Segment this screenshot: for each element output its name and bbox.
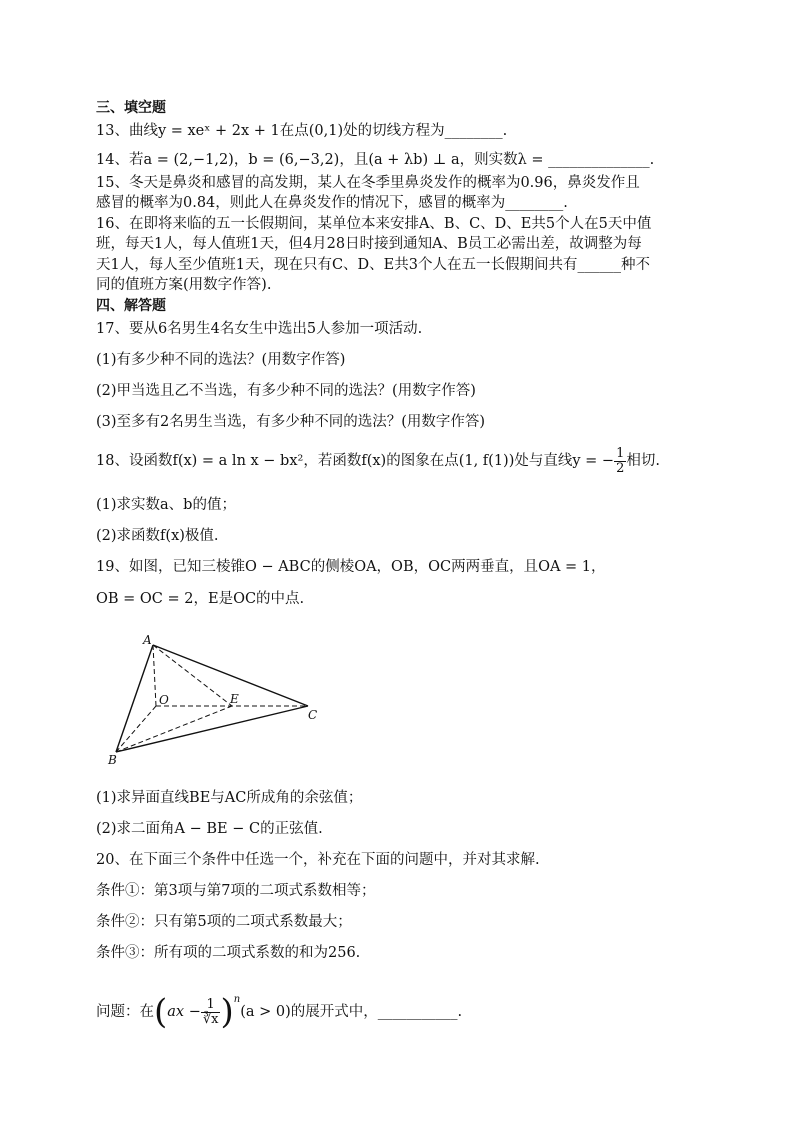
question-18-stem-text: 18、设函数f(x) = a ln x − bx²，若函数f(x)的图象在点(1, f(1))处与直线y = − (96, 453, 615, 469)
label-O: O (159, 693, 169, 707)
section-title-fill: 三、填空题 (96, 100, 166, 116)
question-18-stem-end: 相切. (626, 453, 660, 469)
fraction-numerator: 1 (616, 445, 625, 461)
section-title-answer: 四、解答题 (96, 298, 166, 314)
fraction-denominator: ∛x (202, 1011, 219, 1027)
label-C: C (308, 708, 318, 722)
question-17-part-2: (2)甲当选且乙不当选，有多少种不同的选法？(用数字作答) (96, 383, 476, 399)
question-20-stem: 20、在下面三个条件中任选一个，补充在下面的问题中，并对其求解. (96, 852, 540, 868)
question-15-line-1: 15、冬天是鼻炎和感冒的高发期，某人在冬季里鼻炎发作的概率为0.96，鼻炎发作且 (96, 175, 640, 191)
problem-prefix: 问题：在 (96, 1004, 154, 1020)
question-17-stem: 17、要从6名男生4名女生中选出5人参加一项活动. (96, 321, 423, 337)
question-17-part-1: (1)有多少种不同的选法？(用数字作答) (96, 352, 346, 368)
problem-suffix: (a > 0)的展开式中，___________. (240, 1004, 463, 1020)
question-17-part-3: (3)至多有2名男生当选，有多少种不同的选法？(用数字作答) (96, 414, 486, 430)
question-20-condition-2: 条件②：只有第5项的二项式系数最大； (96, 914, 352, 930)
label-B: B (108, 753, 117, 767)
label-E: E (230, 692, 239, 706)
fraction-one-over-cube-root (201, 998, 221, 1027)
question-16-line-3: 天1人，每人至少值班1天，现在只有C、D、E共3个人在五一长假期间共有______种不 (96, 257, 650, 273)
edge-OB (116, 706, 156, 752)
question-13: 13、曲线y = xeˣ + 2x + 1在点(0,1)处的切线方程为________. (96, 123, 508, 139)
label-A: A (143, 633, 152, 647)
fraction-one-half (614, 447, 626, 476)
binomial-term: ax − (167, 1004, 201, 1020)
question-19-line-2: OB = OC = 2，E是OC的中点. (96, 591, 305, 607)
left-paren: ( (154, 992, 168, 1032)
question-14: 14、若a = (2,−1,2)，b = (6,−3,2)，且(a + λb) ⊥ a，则实数λ = ______________. (96, 152, 655, 168)
fraction-numerator: 1 (201, 998, 221, 1013)
question-19-line-1: 19、如图，已知三棱锥O − ABC的侧棱OA，OB，OC两两垂直，且OA = 1， (96, 559, 606, 575)
edge-AO (153, 645, 156, 706)
question-20-condition-1: 条件①：第3项与第7项的二项式系数相等； (96, 883, 376, 899)
edge-BC (116, 706, 308, 752)
question-20-condition-3: 条件③：所有项的二项式系数的和为256. (96, 945, 361, 961)
question-16-line-2: 班，每天1人，每人值班1天，但4月28日时接到通知A、B员工必需出差，故调整为每 (96, 236, 642, 252)
question-15-line-2: 感冒的概率为0.84，则此人在鼻炎发作的情况下，感冒的概率为________. (96, 195, 568, 211)
question-18-part-1: (1)求实数a、b的值； (96, 497, 236, 513)
question-16-line-4: 同的值班方案(用数字作答). (96, 277, 272, 293)
question-18-part-2: (2)求函数f(x)极值. (96, 528, 219, 544)
question-20-problem (96, 980, 462, 1032)
question-19-part-1: (1)求异面直线BE与AC所成角的余弦值； (96, 790, 363, 806)
fraction-denominator: 2 (616, 460, 625, 476)
question-19-part-2: (2)求二面角A − BE − C的正弦值. (96, 821, 323, 837)
exponent-n: n (233, 994, 241, 1005)
right-paren: ) (220, 992, 234, 1032)
question-18-stem (96, 446, 660, 476)
question-16-line-1: 16、在即将来临的五一长假期间，某单位本来安排A、B、C、D、E共5个人在5天中值 (96, 216, 652, 232)
edge-AB (116, 645, 153, 752)
tetrahedron-figure (100, 628, 340, 768)
